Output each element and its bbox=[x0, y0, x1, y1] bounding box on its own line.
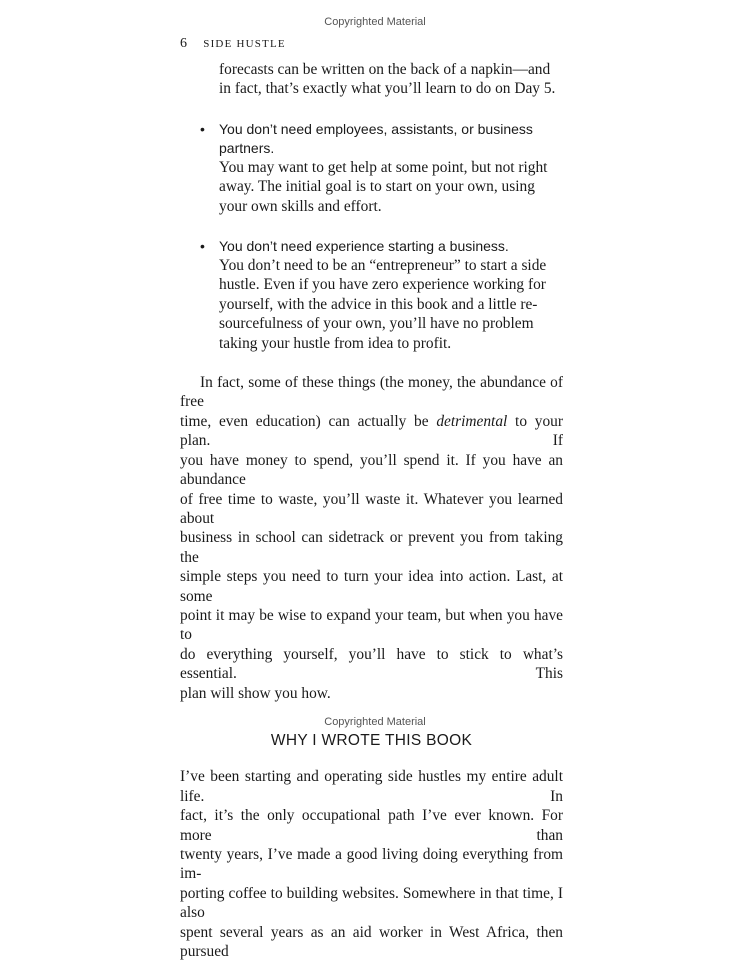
text-line: In fact, some of these things (the money, the abundance of free bbox=[180, 374, 563, 411]
text-line: twenty years, I’ve made a good living doing everything from im- bbox=[180, 846, 563, 883]
section-heading: WHY I WROTE THIS BOOK bbox=[270, 731, 473, 749]
text-line: You don’t need employees, assistants, or business bbox=[219, 120, 533, 137]
text-line: point it may be wise to expand your team, but when you have to bbox=[180, 606, 563, 644]
page-number: 6 bbox=[180, 36, 188, 51]
book-title: SIDE HUSTLE bbox=[203, 38, 286, 50]
text-line: spent several years as an aid worker in West Africa, then pursued bbox=[180, 923, 563, 961]
page-content bbox=[180, 60, 563, 961]
text-line: away. The initial goal is to start on your own, using bbox=[219, 178, 535, 196]
bullet-item-experience bbox=[180, 237, 563, 353]
text-line: You don’t need experience starting a business. bbox=[219, 238, 509, 255]
text-line: hustle. Even if you have zero experience working for bbox=[219, 276, 546, 294]
body-paragraph bbox=[180, 767, 563, 961]
text-line: sourcefulness of your own, you’ll have no problem bbox=[219, 315, 534, 333]
text-line: simple steps you need to turn your idea into action. Last, at some bbox=[180, 568, 563, 605]
bullet-item-employees bbox=[180, 120, 563, 216]
bullet-heading bbox=[219, 237, 563, 256]
text-line: business in school can sidetrack or prevent you from taking the bbox=[180, 529, 563, 566]
text-line: You don’t need to be an “entrepreneur” to start a side bbox=[219, 257, 547, 275]
text-fragment: time, even education) can actually be bbox=[180, 412, 437, 430]
text-line: yourself, with the advice in this book and a little re- bbox=[219, 295, 538, 313]
text-line: of free time to waste, you’ll waste it. Whatever you learned about bbox=[180, 490, 563, 527]
text-fragment: to your plan. If bbox=[180, 412, 563, 450]
bullet-icon: • bbox=[200, 120, 205, 137]
text-line: partners. bbox=[219, 139, 275, 156]
running-head bbox=[180, 35, 286, 52]
bullet-body bbox=[219, 158, 563, 216]
text-line bbox=[180, 412, 563, 451]
body-paragraph bbox=[180, 373, 563, 703]
bullet-heading bbox=[219, 120, 563, 158]
bullet-body bbox=[219, 256, 563, 353]
text-line: you have money to spend, you’ll spend it. If you have an abundance bbox=[180, 451, 563, 489]
text-line: plan will show you how. bbox=[180, 684, 331, 702]
text-line: porting coffee to building websites. Somewhere in that time, I also bbox=[180, 884, 563, 922]
text-line: your own skills and effort. bbox=[219, 197, 382, 215]
text-line: You may want to get help at some point, but not right bbox=[219, 158, 548, 176]
text-line: do everything yourself, you’ll have to stick to what’s essential. This bbox=[180, 645, 563, 683]
text-line: taking your hustle from idea to profit. bbox=[219, 334, 452, 352]
carryover-text bbox=[180, 60, 563, 99]
text-line: in fact, that’s exactly what you’ll learn to do on Day 5. bbox=[219, 80, 556, 98]
text-line: I’ve been starting and operating side hustles my entire adult life. In bbox=[180, 768, 563, 805]
copyright-watermark-bottom: Copyrighted Material bbox=[324, 716, 426, 728]
copyright-watermark-top: Copyrighted Material bbox=[324, 16, 426, 28]
bullet-icon: • bbox=[200, 238, 205, 255]
text-line: fact, it’s the only occupational path I’ve ever known. For more than bbox=[180, 807, 563, 844]
emphasis-text: detrimental bbox=[436, 412, 508, 430]
text-line: forecasts can be written on the back of a napkin—and bbox=[219, 61, 551, 78]
